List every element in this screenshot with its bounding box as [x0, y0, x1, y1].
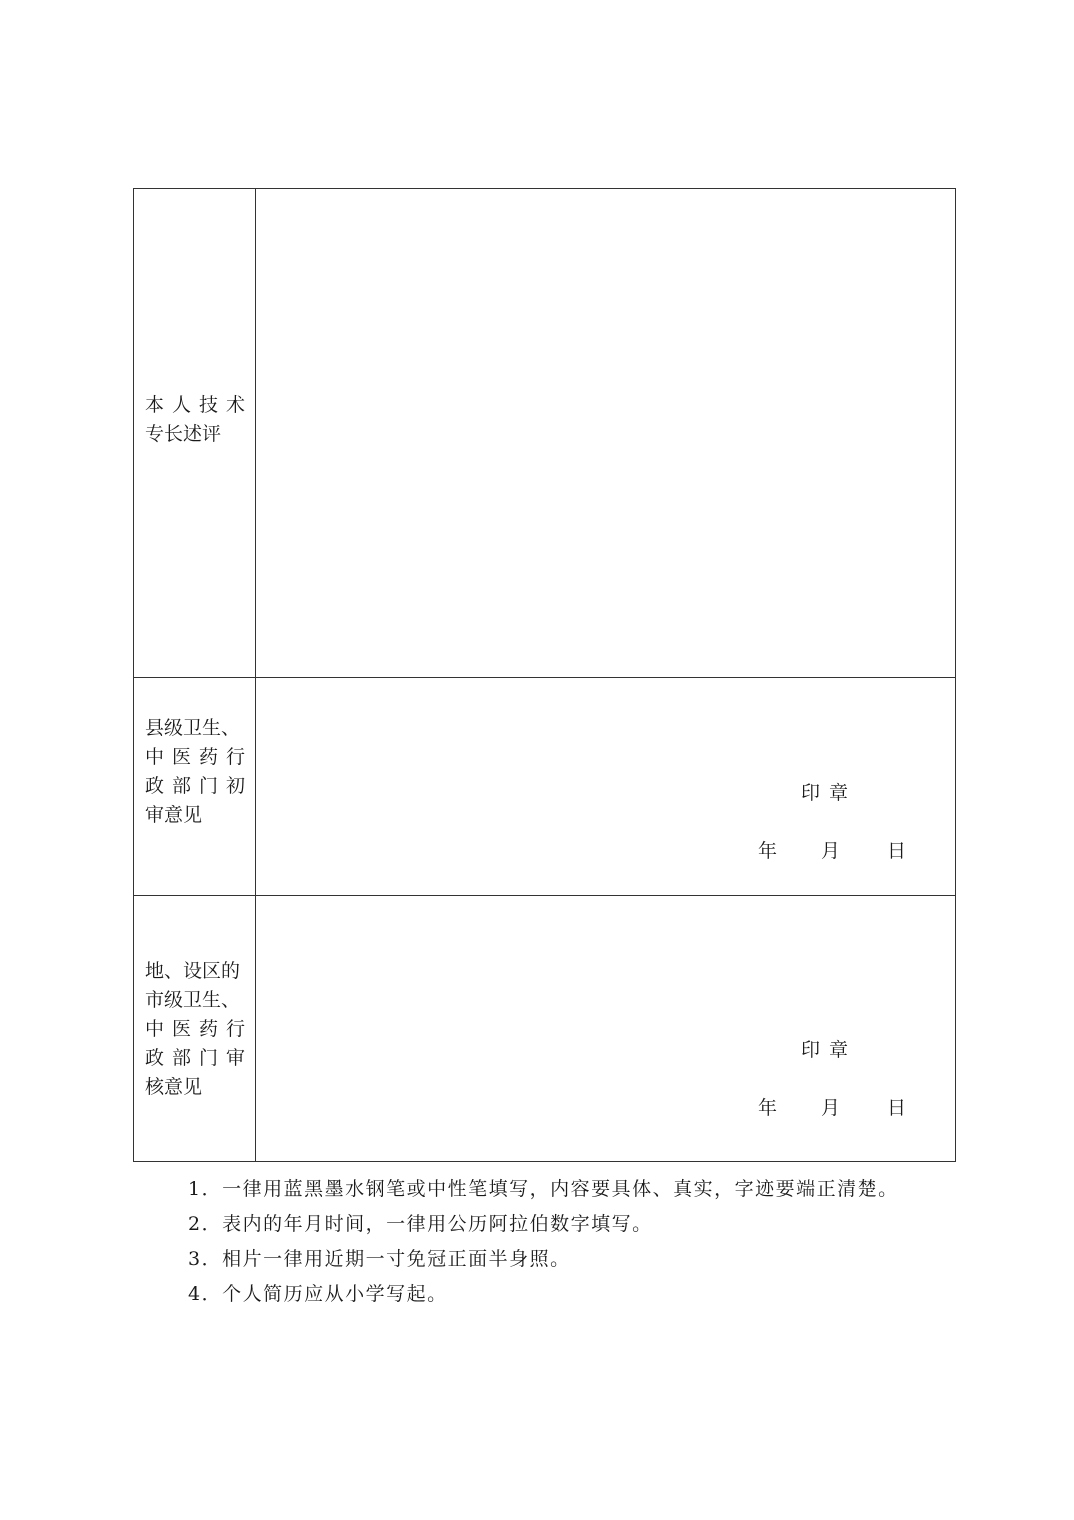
self-assessment-row: [134, 189, 955, 677]
instructions-notes: [188, 1172, 899, 1312]
city-review-content-cell[interactable]: [256, 896, 955, 1162]
date-day-label: 日: [887, 840, 907, 862]
city-review-label: [145, 957, 254, 1102]
label-line: 中医药行: [145, 1018, 254, 1040]
review-form-table: [133, 188, 956, 1162]
note-item: 2．表内的年月时间，一律用公历阿拉伯数字填写。: [188, 1213, 653, 1235]
label-line: 专长述评: [145, 423, 222, 445]
label-line: 县级卫生、: [145, 717, 241, 739]
date-day-label: 日: [887, 1097, 907, 1119]
note-item: 3．相片一律用近期一寸免冠正面半身照。: [188, 1248, 571, 1270]
city-review-row: [134, 895, 955, 1162]
label-line: 政部门初: [145, 775, 254, 797]
county-review-content-cell[interactable]: [256, 678, 955, 895]
seal-label: 印章: [801, 1039, 858, 1061]
city-review-label-cell: [134, 896, 256, 1162]
date-year-label: 年: [758, 840, 778, 862]
date-month-label: 月: [821, 840, 841, 862]
label-line: 审意见: [145, 804, 203, 826]
note-item: 4．个人简历应从小学写起。: [188, 1283, 448, 1305]
county-review-label: [145, 714, 254, 830]
label-line: 地、设区的: [145, 960, 241, 982]
label-line: 政部门审: [145, 1047, 254, 1069]
county-review-row: [134, 677, 955, 895]
label-line: 核意见: [145, 1076, 203, 1098]
label-line: 中医药行: [145, 746, 254, 768]
label-line: 市级卫生、: [145, 989, 241, 1011]
county-review-label-cell: [134, 678, 256, 895]
date-month-label: 月: [821, 1097, 841, 1119]
note-item: 1．一律用蓝黑墨水钢笔或中性笔填写，内容要具体、真实，字迹要端正清楚。: [188, 1178, 899, 1200]
self-assessment-content-cell[interactable]: [256, 189, 955, 677]
self-assessment-label: [145, 391, 254, 449]
self-assessment-label-cell: [134, 189, 256, 677]
label-line: 本人技术: [145, 394, 254, 416]
date-year-label: 年: [758, 1097, 778, 1119]
seal-label: 印章: [801, 782, 858, 804]
